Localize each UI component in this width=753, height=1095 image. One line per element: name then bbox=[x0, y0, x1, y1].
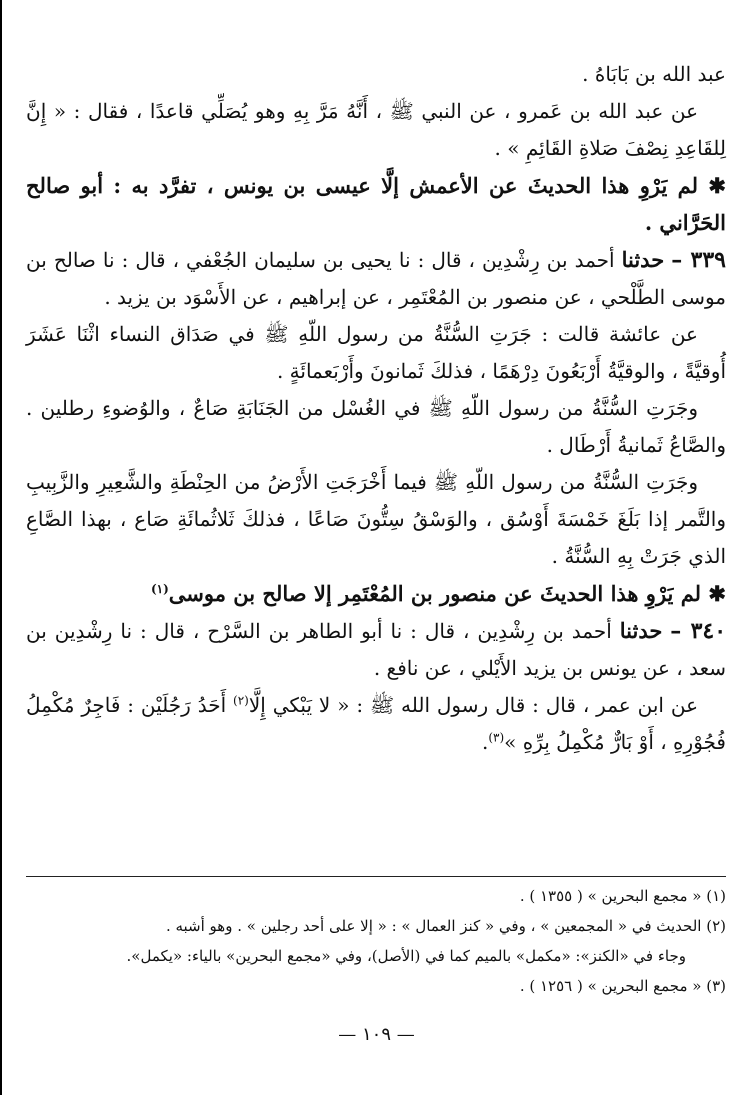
footnote-ref: (٢) bbox=[233, 693, 249, 708]
isnad-text: أحمد بن رِشْدِين ، قال : نا يحيى بن سليمان الجُعْفي ، قال : نا صالح بن موسى الطَّلْحي ، عن منصور بن المُعْتَمِر ، عن إبراهيم ، عن الأَسْوَد بن يزيد . bbox=[26, 248, 726, 309]
page-number: — ١٠٩ — bbox=[338, 1024, 415, 1045]
hadith-lead: حدثنا bbox=[619, 618, 663, 643]
hadith-text: عن عبد الله بن عَمرو ، عن النبي ﷺ ، أَنَّهُ مَرَّ بِهِ وهو يُصَلِّي قاعدًا ، فقال : « إِنَّ لِلقَاعِدِ نِصْفَ صَلاةِ القَائِمِ » . bbox=[26, 99, 726, 160]
hadith-text-part: أَحَدُ رَجُلَيْن : فَاجِرٌ مُكْمِلُ فُجُوْرِهِ ، أَوْ بَارٌّ مُكْمِلُ بِرِّهِ » bbox=[26, 693, 726, 754]
footnote-item: (٢) الحديث في « المجمعين » ، وفي « كنز العمال » : « إلا على أحد رجلين » . وهو أشبه . bbox=[165, 917, 726, 935]
hadith-text-end: . bbox=[481, 730, 489, 754]
hadith-339-chain bbox=[26, 241, 726, 316]
hadith-340-chain bbox=[26, 612, 726, 687]
hadith-lead: حدثنا bbox=[621, 247, 665, 272]
hadith-text bbox=[26, 687, 726, 761]
hadith-number: ٣٤٠ – bbox=[670, 618, 727, 644]
hadith-text: وجَرَتِ السُّنَّةُ من رسول اللّهِ ﷺ في الغُسْل من الجَنَابَةِ صَاعٌ ، والوُضوءِ رطلين . والصَّاعُ ثَمانيةُ أَرْطَال . bbox=[26, 396, 726, 457]
main-text bbox=[26, 56, 726, 761]
commentary-text: لم يَرْوِ هذا الحديثَ عن منصور بن المُعْتَمِر إلا صالح بن موسى bbox=[168, 581, 702, 606]
footnote-item: (٣) « مجمع البحرين » ( ١٢٥٦ ) . bbox=[519, 977, 726, 995]
hadith-number: ٣٣٩ – bbox=[671, 247, 726, 273]
commentary-note bbox=[26, 167, 726, 241]
hadith-text-part: عن ابن عمر ، قال : قال رسول الله ﷺ : « لا يَبْكي إِلَّا bbox=[248, 693, 698, 717]
hadith-text: عن عائشة قالت : جَرَتِ السُّنَّةُ من رسول اللّهِ ﷺ في صَدَاق النساء اثْنَا عَشَرَ أُوقيَّةً ، والوقيَّةُ أَرْبَعُونَ دِرْهَمًا ، فذلكَ ثَمانونَ وأَرْبَعمائَةٍ . bbox=[26, 322, 726, 383]
star-icon: ✱ bbox=[698, 173, 726, 198]
footnote-ref: (٣) bbox=[488, 730, 505, 745]
footnotes bbox=[26, 876, 726, 1001]
footnote-item: (١) « مجمع البحرين » ( ١٣٥٥ ) . bbox=[519, 887, 726, 905]
isnad-text: أحمد بن رِشْدِين ، قال : نا أبو الطاهر بن السَّرْح ، قال : نا رِشْدِين بن سعد ، عن يونس بن يزيد الأَيْلي ، عن نافع . bbox=[26, 619, 726, 680]
text-line: عبد الله بن بَابَاهُ . bbox=[582, 62, 726, 86]
footnote-item: وجاء في «الكنز»: «مكمل» بالميم كما في (الأصل)، وفي «مجمع البحرين» بالياء: «يكمل». bbox=[126, 947, 686, 965]
footnote-ref: (١) bbox=[150, 582, 169, 596]
commentary-note bbox=[26, 575, 726, 612]
hadith-text: وجَرَتِ السُّنَّةُ من رسول اللّهِ ﷺ فيما أَخْرَجَتِ الأَرْضُ من الحِنْطَةِ والشَّعِيرِ والزَّبِيبِ والتَّمر إذا بَلَغَ خَمْسَةَ أَوْسُق ، والوَسْقُ سِتُّونَ صَاعًا ، فذلكَ ثَلاثُمائَةِ صَاع ، بهذا الصَّاعِ الذي جَرَتْ بِهِ السُّنَّةُ . bbox=[26, 470, 726, 568]
star-icon: ✱ bbox=[701, 581, 726, 606]
page-edge-line bbox=[0, 0, 2, 1095]
commentary-text: لم يَرْوِ هذا الحديثَ عن الأعمش إلَّا عيسى بن يونس ، تفرَّد به : أبو صالح الحَرَّاني . bbox=[26, 173, 726, 235]
